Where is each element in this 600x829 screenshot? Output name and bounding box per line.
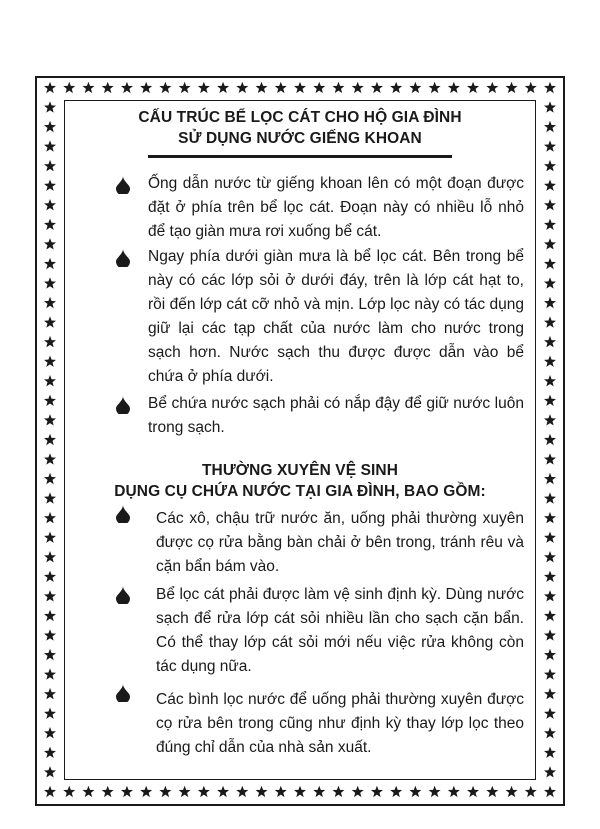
star-icon — [544, 199, 556, 210]
star-icon — [544, 688, 556, 699]
star-icon — [544, 571, 556, 582]
section2-title — [0, 460, 600, 502]
star-icon — [256, 82, 268, 93]
title-underline — [148, 155, 452, 158]
star-icon — [390, 82, 402, 93]
star-icon — [44, 786, 56, 797]
star-icon — [179, 82, 191, 93]
star-icon — [44, 297, 56, 308]
star-icon — [44, 414, 56, 425]
star-icon — [44, 707, 56, 718]
star-icon — [159, 82, 171, 93]
star-icon — [44, 238, 56, 249]
star-icon — [217, 786, 229, 797]
star-icon — [467, 786, 479, 797]
star-icon — [332, 786, 344, 797]
star-icon — [236, 82, 248, 93]
star-icon — [544, 766, 556, 777]
star-icon — [544, 649, 556, 660]
section2-title-line-1: THƯỜNG XUYÊN VỆ SINH — [201, 462, 399, 479]
star-icon — [140, 786, 152, 797]
star-icon — [544, 82, 556, 93]
star-icon — [429, 82, 441, 93]
star-icon — [544, 747, 556, 758]
star-icon — [44, 531, 56, 542]
water-drop-icon — [116, 505, 130, 523]
star-icon — [198, 786, 210, 797]
star-icon — [44, 395, 56, 406]
section1-item-3: Bể chứa nước sạch phải có nắp đậy để giữ nước luôn trong sạch. — [148, 395, 524, 436]
star-icon — [544, 531, 556, 542]
section2-item-3: Các bình lọc nước để uống phải thường xuyên được cọ rửa bên trong cũng như định kỳ thay lớp lọc theo đúng chỉ dẫn của nhà sản xuất. — [156, 691, 524, 756]
star-icon — [44, 277, 56, 288]
star-icon — [313, 82, 325, 93]
water-drop-icon — [116, 586, 130, 604]
star-icon — [159, 786, 171, 797]
star-icon — [371, 786, 383, 797]
star-icon — [448, 786, 460, 797]
section1-title-line-2: SỬ DỤNG NƯỚC GIẾNG KHOAN — [178, 130, 422, 147]
star-icon — [506, 786, 518, 797]
star-icon — [544, 316, 556, 327]
star-icon — [409, 82, 421, 93]
star-icon — [371, 82, 383, 93]
star-icon — [44, 355, 56, 366]
star-icon — [44, 219, 56, 230]
star-icon — [544, 219, 556, 230]
star-icon — [544, 277, 556, 288]
star-icon — [102, 82, 114, 93]
section1-item-2: Ngay phía dưới giàn mưa là bể lọc cát. Bên trong bể này có các lớp sỏi ở dưới đáy, trên là lớp cát hạt to, rồi đến lớp cát cỡ nhỏ và mịn. Lớp lọc này có tác dụng giữ lại các tạp chất của nước làm cho nước trong sạch hơn. Nước sạch thu được được dẫn vào bể chứa ở phía dưới. — [148, 248, 524, 385]
star-icon — [63, 786, 75, 797]
star-icon — [486, 82, 498, 93]
star-icon — [544, 707, 556, 718]
star-icon — [544, 375, 556, 386]
star-icon — [313, 786, 325, 797]
star-icon — [44, 668, 56, 679]
star-icon — [44, 629, 56, 640]
star-icon — [544, 160, 556, 171]
star-icon — [44, 551, 56, 562]
star-icon — [544, 786, 556, 797]
star-icon — [44, 179, 56, 190]
star-icon — [525, 82, 537, 93]
star-icon — [544, 297, 556, 308]
star-icon — [44, 590, 56, 601]
star-icon — [82, 82, 94, 93]
star-icon — [544, 727, 556, 738]
star-icon — [82, 786, 94, 797]
star-icon — [429, 786, 441, 797]
star-icon — [198, 82, 210, 93]
star-icon — [544, 355, 556, 366]
star-icon — [44, 512, 56, 523]
water-drop-icon — [116, 176, 130, 194]
star-icon — [44, 727, 56, 738]
star-icon — [486, 786, 498, 797]
star-icon — [102, 786, 114, 797]
star-icon — [44, 82, 56, 93]
star-icon — [44, 316, 56, 327]
star-icon — [63, 82, 75, 93]
star-icon — [217, 82, 229, 93]
star-icon — [44, 610, 56, 621]
star-icon — [236, 786, 248, 797]
section1-item-1: Ống dẫn nước từ giếng khoan lên có một đoạn được đặt ở phía trên bể lọc cát. Đoạn này có nhiều lỗ nhỏ để tạo giàn mưa rơi xuống bể cát. — [148, 175, 524, 240]
star-icon — [352, 82, 364, 93]
section2-item-2: Bể lọc cát phải được làm vệ sinh định kỳ. Dùng nước sạch để rửa lớp cát sỏi nhiều lần cho sạch cặn bẩn. Có thể thay lớp cát sỏi mới nếu việc rửa không còn tác dụng nữa. — [156, 586, 524, 675]
star-icon — [544, 512, 556, 523]
star-icon — [332, 82, 344, 93]
star-icon — [275, 82, 287, 93]
water-drop-icon — [116, 396, 130, 414]
star-icon — [44, 649, 56, 660]
section1-title — [0, 107, 600, 149]
star-icon — [294, 82, 306, 93]
star-icon — [544, 434, 556, 445]
star-icon — [44, 571, 56, 582]
star-icon — [544, 258, 556, 269]
star-icon — [467, 82, 479, 93]
star-icon — [275, 786, 287, 797]
star-icon — [390, 786, 402, 797]
star-icon — [44, 336, 56, 347]
star-icon — [506, 82, 518, 93]
star-icon — [44, 199, 56, 210]
star-icon — [179, 786, 191, 797]
section2-title-line-2: DỤNG CỤ CHỨA NƯỚC TẠI GIA ĐÌNH, BAO GỒM: — [114, 483, 486, 500]
star-icon — [44, 375, 56, 386]
star-icon — [448, 82, 460, 93]
star-icon — [544, 238, 556, 249]
star-icon — [544, 610, 556, 621]
star-icon — [544, 551, 556, 562]
star-icon — [409, 786, 421, 797]
star-icon — [544, 336, 556, 347]
star-icon — [44, 258, 56, 269]
star-icon — [140, 82, 152, 93]
star-icon — [525, 786, 537, 797]
star-icon — [544, 395, 556, 406]
section2-item-1: Các xô, chậu trữ nước ăn, uống phải thường xuyên được cọ rửa bằng bàn chải ở bên trong, tránh rêu và cặn bẩn bám vào. — [156, 510, 524, 575]
star-icon — [256, 786, 268, 797]
star-icon — [544, 179, 556, 190]
star-icon — [294, 786, 306, 797]
star-icon — [121, 82, 133, 93]
star-icon — [352, 786, 364, 797]
star-icon — [44, 688, 56, 699]
star-icon — [544, 414, 556, 425]
star-icon — [544, 629, 556, 640]
water-drop-icon — [116, 684, 130, 702]
star-icon — [44, 766, 56, 777]
star-icon — [44, 747, 56, 758]
star-icon — [544, 668, 556, 679]
star-icon — [44, 434, 56, 445]
section1-title-line-1: CẤU TRÚC BỂ LỌC CÁT CHO HỘ GIA ĐÌNH — [138, 109, 462, 126]
star-icon — [121, 786, 133, 797]
star-icon — [544, 590, 556, 601]
water-drop-icon — [116, 249, 130, 267]
star-icon — [44, 160, 56, 171]
